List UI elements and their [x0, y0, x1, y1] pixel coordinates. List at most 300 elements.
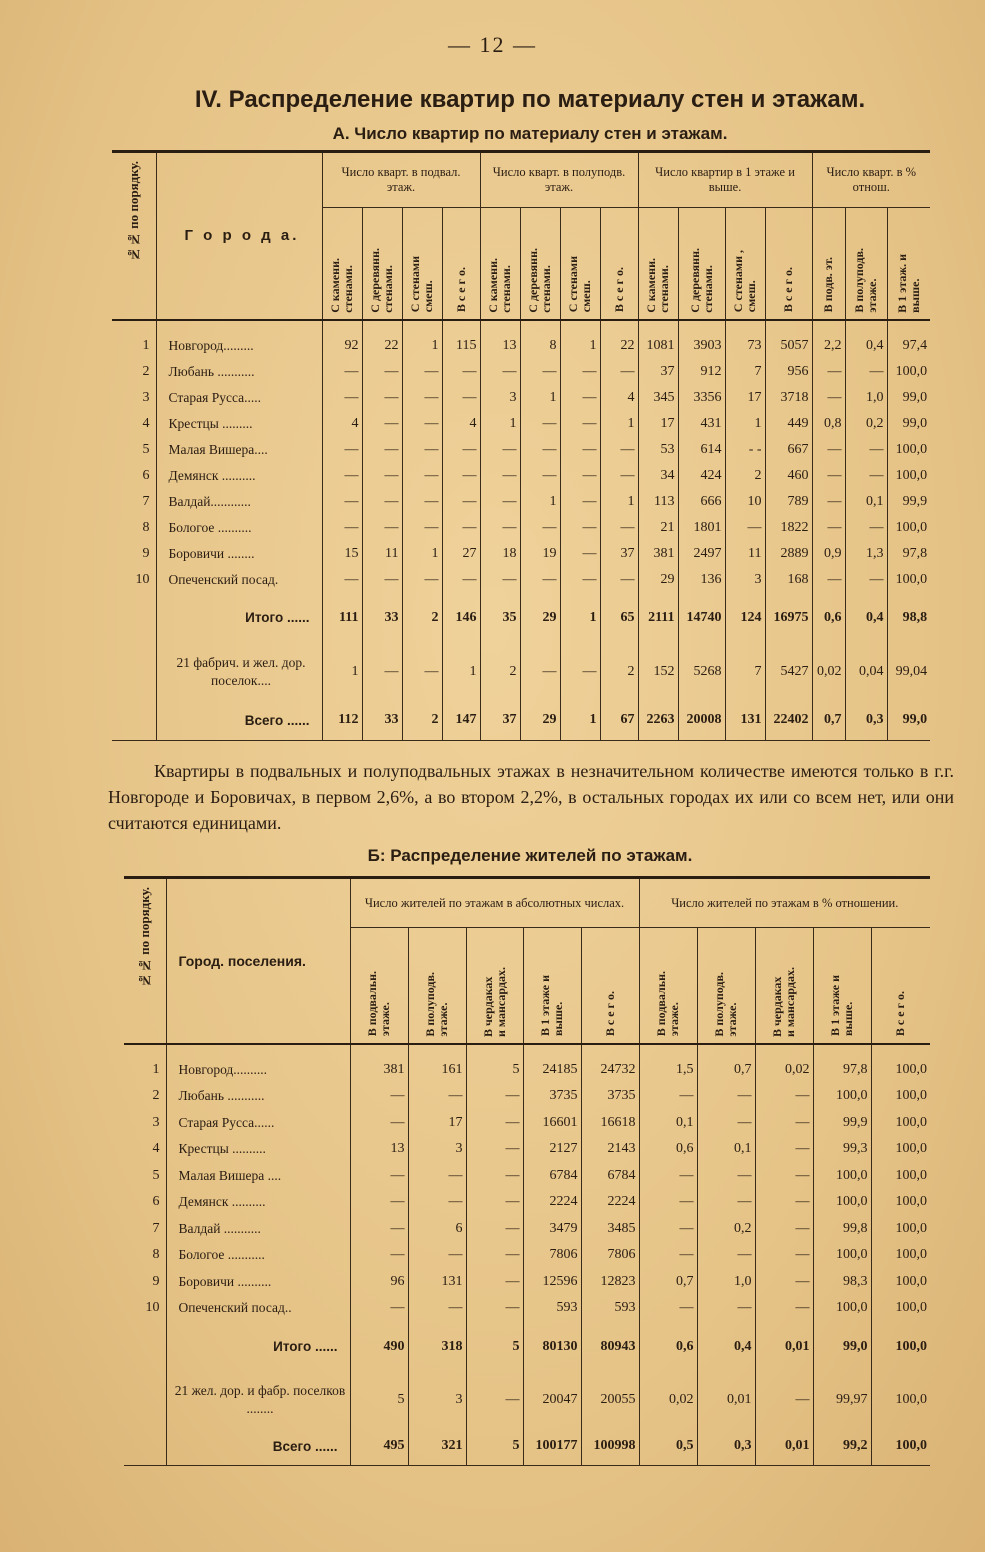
data-cell: —	[560, 411, 600, 437]
spacer-cell	[812, 320, 845, 333]
column-subheader-text: В с е г о.	[893, 991, 908, 1037]
data-cell: 17	[408, 1110, 466, 1137]
data-cell: 24732	[581, 1057, 639, 1084]
data-cell: 0,2	[697, 1216, 755, 1243]
data-cell: —	[362, 437, 402, 463]
table-a-title: А. Число квартир по материалу стен и этажам.	[332, 124, 728, 143]
data-cell: 0,7	[812, 701, 845, 741]
data-cell: 20047	[523, 1372, 581, 1428]
total-row	[112, 593, 930, 643]
data-cell: 100,0	[887, 567, 930, 593]
data-cell: —	[600, 437, 638, 463]
grand-total-row	[124, 1428, 930, 1466]
data-cell: —	[402, 437, 442, 463]
data-cell: 100,0	[813, 1295, 871, 1322]
data-cell: 2224	[581, 1189, 639, 1216]
commentary-text: Квартиры в подвальных и полуподвальных этажах в незначительном количестве имеются только в г.г. Новгороде и Боровичах, в первом 2,6%, а во втором 2,2%, в остальных городах их или со всем нет, или они считаются единицами.	[108, 761, 954, 833]
data-cell: —	[480, 489, 520, 515]
data-cell: —	[639, 1163, 697, 1190]
spacer-cell	[322, 320, 362, 333]
data-cell: 5	[466, 1322, 523, 1372]
data-cell: —	[639, 1216, 697, 1243]
data-cell: —	[466, 1372, 523, 1428]
data-cell: 2224	[523, 1189, 581, 1216]
data-cell: 11	[725, 541, 765, 567]
spacer-cell	[520, 320, 560, 333]
city-name: Новгород..........	[166, 1057, 350, 1084]
data-cell: —	[600, 359, 638, 385]
data-cell: —	[812, 463, 845, 489]
table-row	[112, 333, 930, 359]
row-number: 4	[142, 415, 150, 431]
data-cell: 99,97	[813, 1372, 871, 1428]
data-cell: 0,02	[639, 1372, 697, 1428]
data-cell: —	[322, 463, 362, 489]
data-cell: —	[362, 411, 402, 437]
data-cell: 146	[442, 593, 480, 643]
data-cell: 53	[638, 437, 678, 463]
table-b	[124, 876, 930, 1466]
data-cell: —	[812, 567, 845, 593]
data-cell: 161	[408, 1057, 466, 1084]
column-subheader-text: В с е г о.	[781, 267, 796, 313]
city-name: Старая Русса......	[166, 1110, 350, 1137]
data-cell: 0,7	[697, 1057, 755, 1084]
column-subheader	[350, 928, 408, 1044]
column-subheader	[520, 208, 560, 320]
data-cell: 112	[322, 701, 362, 741]
data-cell: 65	[600, 593, 638, 643]
data-cell: —	[520, 643, 560, 701]
data-cell: 11	[362, 541, 402, 567]
data-cell: —	[466, 1136, 523, 1163]
data-cell: 13	[480, 333, 520, 359]
data-cell: 0,3	[697, 1428, 755, 1466]
data-cell: —	[845, 463, 887, 489]
data-cell: 449	[765, 411, 812, 437]
data-cell: 1	[560, 593, 600, 643]
data-cell: 0,5	[639, 1428, 697, 1466]
row-number: 1	[152, 1061, 160, 1077]
column-subheader	[813, 928, 871, 1044]
data-cell: —	[697, 1163, 755, 1190]
spacer-cell	[442, 320, 480, 333]
data-cell: 4	[600, 385, 638, 411]
data-cell: —	[362, 567, 402, 593]
data-cell: —	[350, 1216, 408, 1243]
data-cell: 1	[560, 701, 600, 741]
row-number: 7	[142, 493, 150, 509]
data-cell: —	[560, 567, 600, 593]
data-cell: 0,02	[755, 1057, 813, 1084]
data-cell: 3	[408, 1136, 466, 1163]
column-subheader-text: С камени. стенами.	[328, 257, 355, 313]
data-cell: 131	[725, 701, 765, 741]
data-cell: 381	[638, 541, 678, 567]
data-cell: —	[402, 359, 442, 385]
data-cell: 99,3	[813, 1136, 871, 1163]
row-number: 6	[142, 467, 150, 483]
data-cell: —	[322, 515, 362, 541]
data-cell: 3718	[765, 385, 812, 411]
data-cell: 100,0	[871, 1242, 930, 1269]
data-cell: 100,0	[813, 1189, 871, 1216]
data-cell: 490	[350, 1322, 408, 1372]
data-cell: 2111	[638, 593, 678, 643]
table-row	[124, 1269, 930, 1296]
data-cell: 3735	[523, 1083, 581, 1110]
spacer-row	[124, 1044, 930, 1057]
spacer-cell	[402, 320, 442, 333]
data-cell: 0,01	[697, 1372, 755, 1428]
data-cell: 0,1	[845, 489, 887, 515]
city-name: Валдай............	[156, 489, 322, 515]
data-cell: 318	[408, 1322, 466, 1372]
data-cell: 24185	[523, 1057, 581, 1084]
table-row	[124, 1057, 930, 1084]
row-number: 2	[142, 363, 150, 379]
data-cell: 2	[480, 643, 520, 701]
data-cell: 2	[725, 463, 765, 489]
data-cell: —	[480, 359, 520, 385]
data-cell: —	[697, 1189, 755, 1216]
data-cell: 100,0	[871, 1083, 930, 1110]
data-cell: 0,1	[697, 1136, 755, 1163]
data-cell: 7806	[581, 1242, 639, 1269]
data-cell: 0,4	[845, 333, 887, 359]
column-subheader	[402, 208, 442, 320]
data-cell: —	[560, 489, 600, 515]
row-number: 10	[145, 1300, 160, 1316]
data-cell: 1,5	[639, 1057, 697, 1084]
data-cell: 0,02	[812, 643, 845, 701]
column-subheader	[639, 928, 697, 1044]
data-cell: 20055	[581, 1372, 639, 1428]
data-cell: 5	[466, 1428, 523, 1466]
spacer-cell	[697, 1044, 755, 1057]
city-name: Крестцы .........	[156, 411, 322, 437]
spacer-cell	[813, 1044, 871, 1057]
column-group-header: Число кварт. в полуподв. этаж.	[480, 152, 638, 208]
data-cell: 345	[638, 385, 678, 411]
data-cell: 98,8	[887, 593, 930, 643]
factory-row-label: 21 жел. дор. и фабр. поселков ........	[166, 1372, 350, 1428]
data-cell: —	[442, 567, 480, 593]
data-cell: 5268	[678, 643, 725, 701]
data-cell: 22	[362, 333, 402, 359]
column-group-header: Число жителей по этажам в абсолютных числах.	[350, 878, 639, 928]
column-group-header: Число квартир в 1 этаже и выше.	[638, 152, 812, 208]
city-column-header: Г о р о д а.	[156, 152, 322, 320]
column-subheader	[887, 208, 930, 320]
data-cell: 100,0	[813, 1083, 871, 1110]
spacer-cell	[112, 320, 156, 333]
data-cell: —	[362, 385, 402, 411]
data-cell: - -	[725, 437, 765, 463]
data-cell: 100,0	[871, 1057, 930, 1084]
column-subheader	[678, 208, 725, 320]
data-cell: —	[755, 1295, 813, 1322]
data-cell: 10	[725, 489, 765, 515]
data-cell: —	[845, 567, 887, 593]
row-number	[124, 1322, 166, 1372]
data-cell: —	[442, 437, 480, 463]
row-number: 4	[152, 1141, 160, 1157]
total-row-label: Итого ......	[156, 593, 322, 643]
row-number	[112, 643, 156, 701]
data-cell: 5	[466, 1057, 523, 1084]
city-name: Бологое ...........	[166, 1242, 350, 1269]
column-subheader-text: В подв. эт.	[821, 257, 836, 313]
table-row	[124, 1242, 930, 1269]
spacer-cell	[725, 320, 765, 333]
data-cell: 97,8	[813, 1057, 871, 1084]
data-cell: —	[442, 385, 480, 411]
city-name: Опеченский посад.	[156, 567, 322, 593]
data-cell: 98,3	[813, 1269, 871, 1296]
factory-row	[124, 1372, 930, 1428]
data-cell: —	[697, 1083, 755, 1110]
data-cell: 8	[520, 333, 560, 359]
data-cell: —	[442, 489, 480, 515]
spacer-cell	[466, 1044, 523, 1057]
city-name: Боровичи ........	[156, 541, 322, 567]
column-subheader-text: В полуподв. этаже.	[712, 971, 740, 1037]
data-cell: 92	[322, 333, 362, 359]
grand-total-row-label: Всего ......	[156, 701, 322, 741]
data-cell: 1	[402, 541, 442, 567]
data-cell: —	[755, 1163, 813, 1190]
column-subheader	[600, 208, 638, 320]
column-subheader	[466, 928, 523, 1044]
data-cell: —	[755, 1216, 813, 1243]
data-cell: 321	[408, 1428, 466, 1466]
data-cell: —	[755, 1189, 813, 1216]
data-cell: —	[845, 359, 887, 385]
data-cell: 3735	[581, 1083, 639, 1110]
column-subheader	[755, 928, 813, 1044]
column-subheader	[362, 208, 402, 320]
column-subheader	[697, 928, 755, 1044]
data-cell: 956	[765, 359, 812, 385]
spacer-cell	[156, 320, 322, 333]
data-cell: 73	[725, 333, 765, 359]
data-cell: 1,3	[845, 541, 887, 567]
data-cell: 0,7	[639, 1269, 697, 1296]
data-cell: 1822	[765, 515, 812, 541]
column-subheader-text: С камени. стенами.	[644, 257, 672, 313]
data-cell: 80130	[523, 1322, 581, 1372]
data-cell: —	[560, 463, 600, 489]
data-cell: —	[600, 463, 638, 489]
data-cell: 113	[638, 489, 678, 515]
column-subheader-text: С деревянн. стенами.	[526, 247, 554, 313]
row-number: 5	[142, 441, 150, 457]
data-cell: —	[845, 437, 887, 463]
column-subheader-text: В 1 этаже и выше.	[828, 975, 856, 1037]
data-cell: —	[480, 437, 520, 463]
data-cell: 99,0	[887, 385, 930, 411]
city-name: Опеченский посад..	[166, 1295, 350, 1322]
column-subheader-text: В полуподв. этаже.	[852, 247, 880, 313]
data-cell: 100,0	[887, 463, 930, 489]
data-cell: —	[639, 1295, 697, 1322]
data-cell: —	[466, 1163, 523, 1190]
number-column-header	[124, 878, 166, 1044]
data-cell: 1801	[678, 515, 725, 541]
data-cell: —	[812, 489, 845, 515]
table-row	[124, 1216, 930, 1243]
factory-row-label: 21 фабрич. и жел. дор. поселок....	[156, 643, 322, 701]
data-cell: 100,0	[813, 1242, 871, 1269]
column-subheader-text: С камени. стенами.	[486, 257, 514, 313]
data-cell: 495	[350, 1428, 408, 1466]
data-cell: 1	[725, 411, 765, 437]
data-cell: 100,0	[871, 1216, 930, 1243]
data-cell: —	[480, 567, 520, 593]
data-cell: 593	[523, 1295, 581, 1322]
table-row	[124, 1189, 930, 1216]
column-group-header: Число кварт. в % отнош.	[812, 152, 930, 208]
data-cell: —	[402, 463, 442, 489]
data-cell: —	[560, 385, 600, 411]
column-subheader	[725, 208, 765, 320]
data-cell: 666	[678, 489, 725, 515]
data-cell: 593	[581, 1295, 639, 1322]
data-cell: 37	[480, 701, 520, 741]
data-cell: 19	[520, 541, 560, 567]
spacer-cell	[765, 320, 812, 333]
data-cell: —	[408, 1189, 466, 1216]
data-cell: —	[755, 1136, 813, 1163]
header-row	[124, 878, 930, 928]
data-cell: —	[520, 437, 560, 463]
data-cell: 0,01	[755, 1428, 813, 1466]
data-cell: —	[466, 1295, 523, 1322]
spacer-cell	[600, 320, 638, 333]
data-cell: 1	[442, 643, 480, 701]
data-cell: —	[812, 385, 845, 411]
data-cell: 136	[678, 567, 725, 593]
data-cell: 789	[765, 489, 812, 515]
data-cell: 100,0	[887, 359, 930, 385]
spacer-cell	[755, 1044, 813, 1057]
data-cell: 35	[480, 593, 520, 643]
column-subheader-text: В 1 этаже и выше.	[538, 975, 565, 1037]
data-cell: 5427	[765, 643, 812, 701]
data-cell: 29	[638, 567, 678, 593]
data-cell: —	[442, 515, 480, 541]
data-cell: —	[466, 1083, 523, 1110]
data-cell: 381	[350, 1057, 408, 1084]
table-row	[112, 437, 930, 463]
table-row	[112, 489, 930, 515]
row-number: 3	[142, 389, 150, 405]
column-subheader-text: В с е г о.	[602, 991, 617, 1037]
data-cell: 131	[408, 1269, 466, 1296]
column-subheader	[871, 928, 930, 1044]
column-subheader-text: С деревянн. стенами.	[368, 247, 395, 313]
row-number	[124, 1428, 166, 1466]
data-cell: —	[466, 1242, 523, 1269]
data-cell: —	[402, 489, 442, 515]
column-subheader	[581, 928, 639, 1044]
row-number: 8	[142, 519, 150, 535]
city-name: Новгород.........	[156, 333, 322, 359]
data-cell: 0,6	[639, 1136, 697, 1163]
city-column-header: Город. поселения.	[166, 878, 350, 1044]
row-number: 7	[152, 1220, 160, 1236]
data-cell: 152	[638, 643, 678, 701]
data-cell: 0,1	[639, 1110, 697, 1137]
data-cell: —	[560, 359, 600, 385]
data-cell: —	[560, 515, 600, 541]
column-subheader-text: В 1 этаж. и выше.	[894, 253, 922, 313]
data-cell: —	[812, 359, 845, 385]
data-cell: 6784	[523, 1163, 581, 1190]
data-cell: —	[322, 489, 362, 515]
data-cell: 7	[725, 359, 765, 385]
data-cell: —	[639, 1242, 697, 1269]
data-cell: 1081	[638, 333, 678, 359]
table-b-title: Б: Распределение жителей по этажам.	[367, 846, 693, 865]
data-cell: 100,0	[887, 437, 930, 463]
data-cell: 99,2	[813, 1428, 871, 1466]
row-number	[124, 1372, 166, 1428]
data-cell: —	[408, 1242, 466, 1269]
data-cell: —	[362, 515, 402, 541]
data-cell: —	[466, 1189, 523, 1216]
grand-total-row	[112, 701, 930, 741]
data-cell: 0,9	[812, 541, 845, 567]
column-subheader-text: В с е г о.	[453, 267, 468, 313]
city-name: Демянск ..........	[166, 1189, 350, 1216]
data-cell: 99,9	[887, 489, 930, 515]
row-number: 2	[152, 1088, 160, 1104]
data-cell: 1	[560, 333, 600, 359]
data-cell: 460	[765, 463, 812, 489]
data-cell: 99,0	[887, 701, 930, 741]
row-number	[112, 593, 156, 643]
column-subheader	[408, 928, 466, 1044]
data-cell: —	[520, 411, 560, 437]
data-cell: 27	[442, 541, 480, 567]
data-cell: —	[845, 515, 887, 541]
data-cell: 17	[638, 411, 678, 437]
data-cell: —	[812, 437, 845, 463]
table-row	[124, 1136, 930, 1163]
data-cell: 22	[600, 333, 638, 359]
data-cell: —	[442, 463, 480, 489]
column-subheader-text: В чердаках и мансардах.	[770, 966, 798, 1037]
data-cell: 147	[442, 701, 480, 741]
data-cell: —	[350, 1189, 408, 1216]
data-cell: —	[755, 1372, 813, 1428]
data-cell: 3485	[581, 1216, 639, 1243]
data-cell: —	[812, 515, 845, 541]
column-subheader	[442, 208, 480, 320]
data-cell: 100,0	[871, 1163, 930, 1190]
data-cell: 1,0	[697, 1269, 755, 1296]
spacer-cell	[887, 320, 930, 333]
data-cell: 15	[322, 541, 362, 567]
data-cell: 100,0	[887, 515, 930, 541]
column-subheader-text: В полуподв. этаже.	[423, 971, 450, 1037]
data-cell: 0,01	[755, 1322, 813, 1372]
data-cell: 33	[362, 701, 402, 741]
data-cell: 1	[402, 333, 442, 359]
column-subheader-text: В чердаках и мансардах.	[480, 966, 508, 1037]
